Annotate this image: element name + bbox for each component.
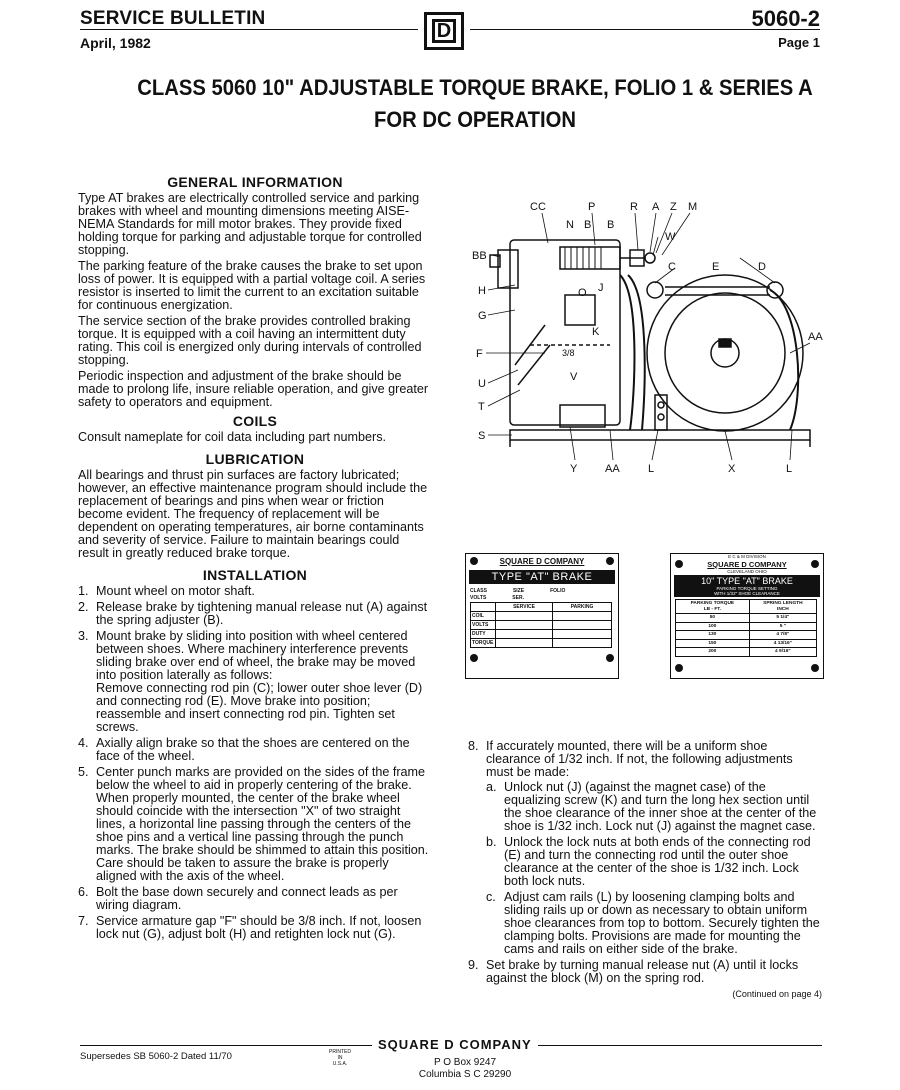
nameplate-service xyxy=(465,553,619,679)
lubrication-text: All bearings and thrust pin surfaces are factory lubricated; however, an effective maintenance program should include the replacement of bearings and pins when wear or friction become evident. The frequency of replacement will be dependent on operating temperatures, air borne contaminants and severity of service. Failure to maintain bearings could result in greatly reduced brake torque. xyxy=(78,468,428,560)
address-line: P O Box 9247 xyxy=(433,1057,497,1068)
table-row: 50 5 1/4" xyxy=(676,614,817,623)
sub-item: b. Unlock the lock nuts at both ends of the connecting rod (E) and turn the connecting rod until the outer shoe clearance at the center of the shoe is 1/32 inch. Lock both lock nuts. xyxy=(486,835,811,888)
list-item: 5. Center punch marks are provided on the sides of the frame below the wheel to aid in properly centering of the brake. When properly mounted, the center of the brake wheel should coincide with the intersection "X" of two straight lines, a horizontal line passing through the centers of the shoe pins and a vertical line passing through the punch marks. The brake should be shimmed to attain this position. Care should be taken to assure the brake is properly aligned with the axis of the wheel. xyxy=(78,765,429,883)
list-item: 6. Bolt the base down securely and connect leads as per wiring diagram. xyxy=(78,885,398,912)
bulletin-label: SERVICE BULLETIN xyxy=(80,8,266,29)
list-subparagraph: Remove connecting rod pin (C); lower outer shoe lever (D) and connecting rod (E). Move brake into position; reassemble and insert connecting rod pin. Tighten set screws. xyxy=(96,681,423,734)
plate-row-label: VOLTS xyxy=(471,621,496,630)
diagram-label: Y xyxy=(570,463,578,475)
list-item: 4. Axially align brake so that the shoes are centered on the face of the wheel. xyxy=(78,736,410,763)
logo-letter: D xyxy=(432,19,456,43)
plate-table xyxy=(470,602,612,648)
plate-banner: 10" TYPE "AT" BRAKE xyxy=(701,576,793,586)
plate-banner-sub: WITH 1/32" SHOE CLEARANCE xyxy=(714,591,780,596)
diagram-label: A xyxy=(652,201,660,213)
address-line: Columbia S C 29290 xyxy=(418,1069,512,1080)
diagram-label: O xyxy=(578,287,587,299)
sub-item: a. Unlock nut (J) (against the magnet case) of the equalizing screw (K) and turn the long hex section until the shoe clearance of the inner shoe at the center of the shoe is 1/32 inch. Lock nut (J) against the magnet case. xyxy=(486,780,817,833)
diagram-label: J xyxy=(598,282,604,294)
list-item: 3. Mount brake by sliding into position with wheel centered between shoes. Where machinery interference prevents sliding brake over end of wheel, the brake may be moved into position laterally as follows: Remove connecting rod pin (C); lower outer shoe lever (D) and connecting rod (E). Move brake into position; reassemble and insert connecting rod pin. Tighten set screws. xyxy=(78,630,432,734)
plate-brand: SQUARE D COMPANY xyxy=(499,556,585,566)
diagram-label: L xyxy=(648,463,655,475)
diagram-label: D xyxy=(758,261,766,273)
torque-table xyxy=(675,599,817,657)
diagram-label: 3/8 xyxy=(562,348,575,358)
nameplate-parking xyxy=(670,553,824,679)
plate-field: VOLTS xyxy=(470,595,487,601)
adjustment-list xyxy=(468,740,822,985)
plate-row-label: COIL xyxy=(471,612,496,621)
general-para-3: The service section of the brake provides controlled braking torque. It is equipped with a coil having an intermittent duty rating. This coil is energized only during intervals of controlled stopping. xyxy=(78,314,422,367)
diagram-label: S xyxy=(478,430,486,442)
header-rule-right xyxy=(470,29,820,30)
diagram-label: B xyxy=(607,219,615,231)
base-plate-shape xyxy=(510,430,810,440)
general-para-4: Periodic inspection and adjustment of the brake should be made to prolong life, insure reliable operation, and give greater safety to operators and equipment. xyxy=(78,369,429,409)
diagram-label: L xyxy=(786,463,793,475)
diagram-label: T xyxy=(478,401,485,413)
page-number: Page 1 xyxy=(778,35,820,50)
plate-division: E C & M DIVISION xyxy=(728,554,766,559)
diagram-label: P xyxy=(588,201,596,213)
diagram-label: BB xyxy=(472,250,487,262)
plate-brand: SQUARE D COMPANY xyxy=(707,559,787,569)
footer-address xyxy=(380,1057,550,1081)
plate-city: CLEVELAND OHIO xyxy=(727,569,767,574)
rivet-icon xyxy=(811,560,819,568)
footer-company: SQUARE D COMPANY xyxy=(372,1037,538,1052)
length-col-unit: INCH xyxy=(776,606,789,612)
diagram-label: B xyxy=(584,219,592,231)
rivet-icon xyxy=(675,560,683,568)
title-line-1: CLASS 5060 10" ADJUSTABLE TORQUE BRAKE, FOLIO 1 & SERIES A xyxy=(137,75,813,100)
plate-col-header: SERVICE xyxy=(496,603,553,612)
header-rule-left xyxy=(80,29,418,30)
bulletin-number: 5060-2 xyxy=(751,6,820,31)
general-heading: GENERAL INFORMATION xyxy=(167,174,343,190)
list-item: 7. Service armature gap "F" should be 3/8 inch. If not, loosen lock nut (G), adjust bolt (H) and retighten lock nut (G). xyxy=(78,914,422,941)
coils-text: Consult nameplate for coil data including part numbers. xyxy=(78,430,387,444)
diagram-label: C xyxy=(668,261,676,273)
plate-banner-box xyxy=(674,575,820,597)
lubrication-heading: LUBRICATION xyxy=(205,451,305,467)
plate-row-label: DUTY xyxy=(471,630,496,639)
diagram-label: H xyxy=(478,285,486,297)
torque-col-header: PARKING TORQUE xyxy=(690,601,735,606)
table-row: 130 4 7/8" xyxy=(676,631,817,640)
list-item: 2. Release brake by tightening manual release nut (A) against the spring adjuster (B). xyxy=(78,600,428,627)
diagram-label: V xyxy=(570,371,578,383)
diagram-label: R xyxy=(630,201,638,213)
diagram-label: AA xyxy=(808,331,823,343)
plate-banner: TYPE "AT" BRAKE xyxy=(469,570,615,584)
coils-heading: COILS xyxy=(232,413,278,429)
supersedes-note: Supersedes SB 5060-2 Dated 11/70 xyxy=(80,1051,232,1062)
list-item: 8. If accurately mounted, there will be a uniform shoe clearance of 1/32 inch. If not, the following adjustments must be made: a. Unlock nut (J) (against the magnet case) of the equalizing screw (K) and turn the long hex section until the shoe clearance of the inner shoe at the center of the shoe is 1/32 inch. Lock nut (J) against the magnet case. b. Unlock the lock nuts at both ends of the connecting rod (E) and turn the connecting rod until the outer shoe clearance at the center of the shoe is 1/32 inch. Lock both lock nuts. c. Adjust cam rails (L) by loosening clamping bolts and sliding rails up or down as necessary to obtain uniform shoe clearances from top to bottom. Securely tighten the clamping bolts. Provisions are made for mounting the cams and rails on either side of the brake. xyxy=(468,740,822,956)
diagram-label: CC xyxy=(530,201,546,213)
plate-row-label: TORQUE xyxy=(471,639,496,648)
table-row: 150 4 13/16" xyxy=(676,639,817,648)
installation-heading: INSTALLATION xyxy=(202,567,308,583)
square-d-logo xyxy=(424,12,464,50)
torque-col-unit: LB - FT. xyxy=(703,606,722,612)
diagram-label: W xyxy=(665,231,676,243)
list-item: 9. Set brake by turning manual release nut (A) until it locks against the block (M) on the spring rod. xyxy=(468,958,799,985)
table-row: 200 4 9/16" xyxy=(676,648,817,657)
continued-note: (Continued on page 4) xyxy=(732,989,822,999)
rivet-icon xyxy=(811,664,819,672)
diagram-label: U xyxy=(478,378,486,390)
page-title xyxy=(112,72,839,136)
rivet-icon xyxy=(470,557,478,565)
list-item: 1. Mount wheel on motor shaft. xyxy=(78,584,255,598)
diagram-label: M xyxy=(688,201,698,213)
diagram-label: N xyxy=(566,219,574,231)
diagram-label: G xyxy=(478,310,487,322)
left-column xyxy=(78,176,432,944)
bulletin-date: April, 1982 xyxy=(80,35,151,51)
printed-line: U.S.A. xyxy=(332,1061,348,1067)
rivet-icon xyxy=(675,664,683,672)
plate-banner-sub: PARKING TORQUE SETTING xyxy=(716,586,778,591)
length-col-header: SPRING LENGTH xyxy=(763,601,803,606)
plate-field: SER. xyxy=(512,595,524,601)
plate-field: FOLIO xyxy=(550,588,566,594)
printed-line: IN xyxy=(337,1055,343,1061)
rivet-icon xyxy=(606,654,614,662)
diagram-label: E xyxy=(712,261,720,273)
diagram-label: K xyxy=(592,326,600,338)
plate-col-header: PARKING xyxy=(553,603,612,612)
diagram-label: Z xyxy=(670,201,677,213)
diagram-label: F xyxy=(476,348,483,360)
printed-in-usa xyxy=(328,1049,352,1067)
title-line-2: FOR DC OPERATION xyxy=(373,107,577,132)
diagram-label: X xyxy=(728,463,736,475)
brake-diagram xyxy=(470,195,830,485)
diagram-label: AA xyxy=(605,463,620,475)
table-row: 100 5 " xyxy=(676,622,817,631)
plate-field: SIZE xyxy=(512,588,525,594)
general-para-1: Type AT brakes are electrically controlled service and parking brakes with wheel and mounting dimensions meeting AISE-NEMA Standards for mill motor brakes. They provide fixed holding torque for parking and adjustable torque for controlled stopping. xyxy=(78,191,422,257)
rivet-icon xyxy=(606,557,614,565)
right-column xyxy=(468,740,822,1001)
general-para-2: The parking feature of the brake causes the brake to set upon loss of power. It is equipped with a partial voltage coil. A series resistor is inserted to limit the current to an excitation suitable for continuous energization. xyxy=(78,259,426,312)
installation-list xyxy=(78,585,432,941)
rivet-icon xyxy=(470,654,478,662)
printed-line: PRINTED xyxy=(329,1049,351,1055)
plate-field: CLASS xyxy=(470,588,487,594)
sub-item: c. Adjust cam rails (L) by loosening clamping bolts and sliding rails up or down as necessary to obtain uniform shoe clearances from top to bottom. Securely tighten the clamping bolts. Provisions are made for mounting the cams and rails on either side of the brake. xyxy=(486,890,820,956)
